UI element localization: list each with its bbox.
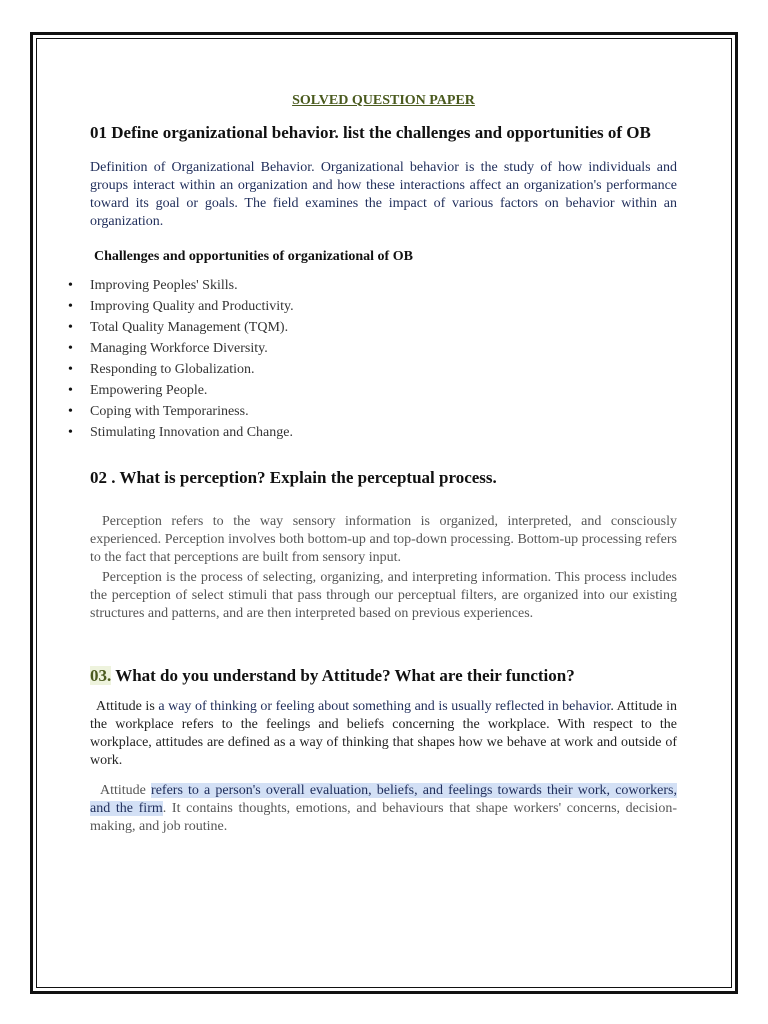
list-item: • Responding to Globalization.	[66, 359, 677, 380]
list-item: • Coping with Temporariness.	[66, 401, 677, 422]
answer-1-intro: Definition of Organizational Behavior. Organizational behavior is	[90, 160, 481, 175]
bullet-icon: •	[68, 341, 73, 356]
question-2-answer-para-2: Perception is the process of selecting, organizing, and interpreting information. This process includes the perception of select stimuli that pass through our perceptual filters, are organized into our existing structures and patterns, and are then interpreted based on previous experiences.	[90, 570, 677, 621]
list-item: • Stimulating Innovation and Change.	[66, 422, 677, 443]
highlighted-text: refers to a person's overall evaluation, beliefs, and feelings towards their work, coworkers, and the firm	[90, 783, 677, 816]
attitude-definition: a way of thinking or feeling about something and is usually reflected in behavior	[158, 699, 611, 714]
list-item: • Empowering People.	[66, 380, 677, 401]
question-3-answer-para-1: Attitude is a way of thinking or feeling about something and is usually reflected in behavior. Attitude in the workplace refers to the feelings and beliefs concerning the workplace. With respect to the workplace, attitudes are defined as a way of thinking that shapes how we behave at work and outside of work.	[90, 699, 677, 768]
bullet-icon: •	[68, 425, 73, 440]
document-title: SOLVED QUESTION PAPER	[292, 93, 475, 108]
bullet-icon: •	[68, 404, 73, 419]
question-1-answer	[90, 159, 677, 231]
bullet-icon: •	[68, 278, 73, 293]
question-3-heading	[90, 666, 677, 686]
list-item: • Total Quality Management (TQM).	[66, 317, 677, 338]
answer-1-definition: the study of how individuals and groups interact within an organization and how these interactions affect an organization's performance toward its goal or goals.	[90, 160, 678, 211]
bullet-icon: •	[68, 362, 73, 377]
question-3-answer-para-2: Attitude refers to a person's overall evaluation, beliefs, and feelings towards their work, coworkers, and the firm. It contains thoughts, emotions, and behaviours that shape workers' concerns, decision-making, and job routine.	[90, 783, 677, 834]
list-item: • Managing Workforce Diversity.	[66, 338, 677, 359]
bullet-icon: •	[68, 299, 73, 314]
list-item: • Improving Quality and Productivity.	[66, 296, 677, 317]
question-3-text: What do you understand by Attitude? What are their function?	[111, 666, 575, 685]
answer-1-tail: The field examines the impact of various factors on behavior within an organization.	[90, 196, 677, 229]
challenges-subheading: Challenges and opportunities of organizational of OB	[94, 249, 413, 264]
question-2-heading: 02 . What is perception? Explain the perceptual process.	[90, 468, 497, 487]
challenges-list	[66, 275, 677, 443]
question-3-number: 03.	[90, 666, 112, 685]
bullet-icon: •	[68, 320, 73, 335]
list-item: • Improving Peoples' Skills.	[66, 275, 677, 296]
question-2-answer-para-1: Perception refers to the way sensory information is organized, interpreted, and consciously experienced. Perception involves both bottom-up and top-down processing. Bottom-up processing refers to the fact that perceptions are built from sensory input.	[90, 514, 677, 565]
bullet-icon: •	[68, 383, 73, 398]
question-1-heading: 01 Define organizational behavior. list the challenges and opportunities of OB	[90, 123, 651, 142]
document-body	[68, 93, 678, 836]
